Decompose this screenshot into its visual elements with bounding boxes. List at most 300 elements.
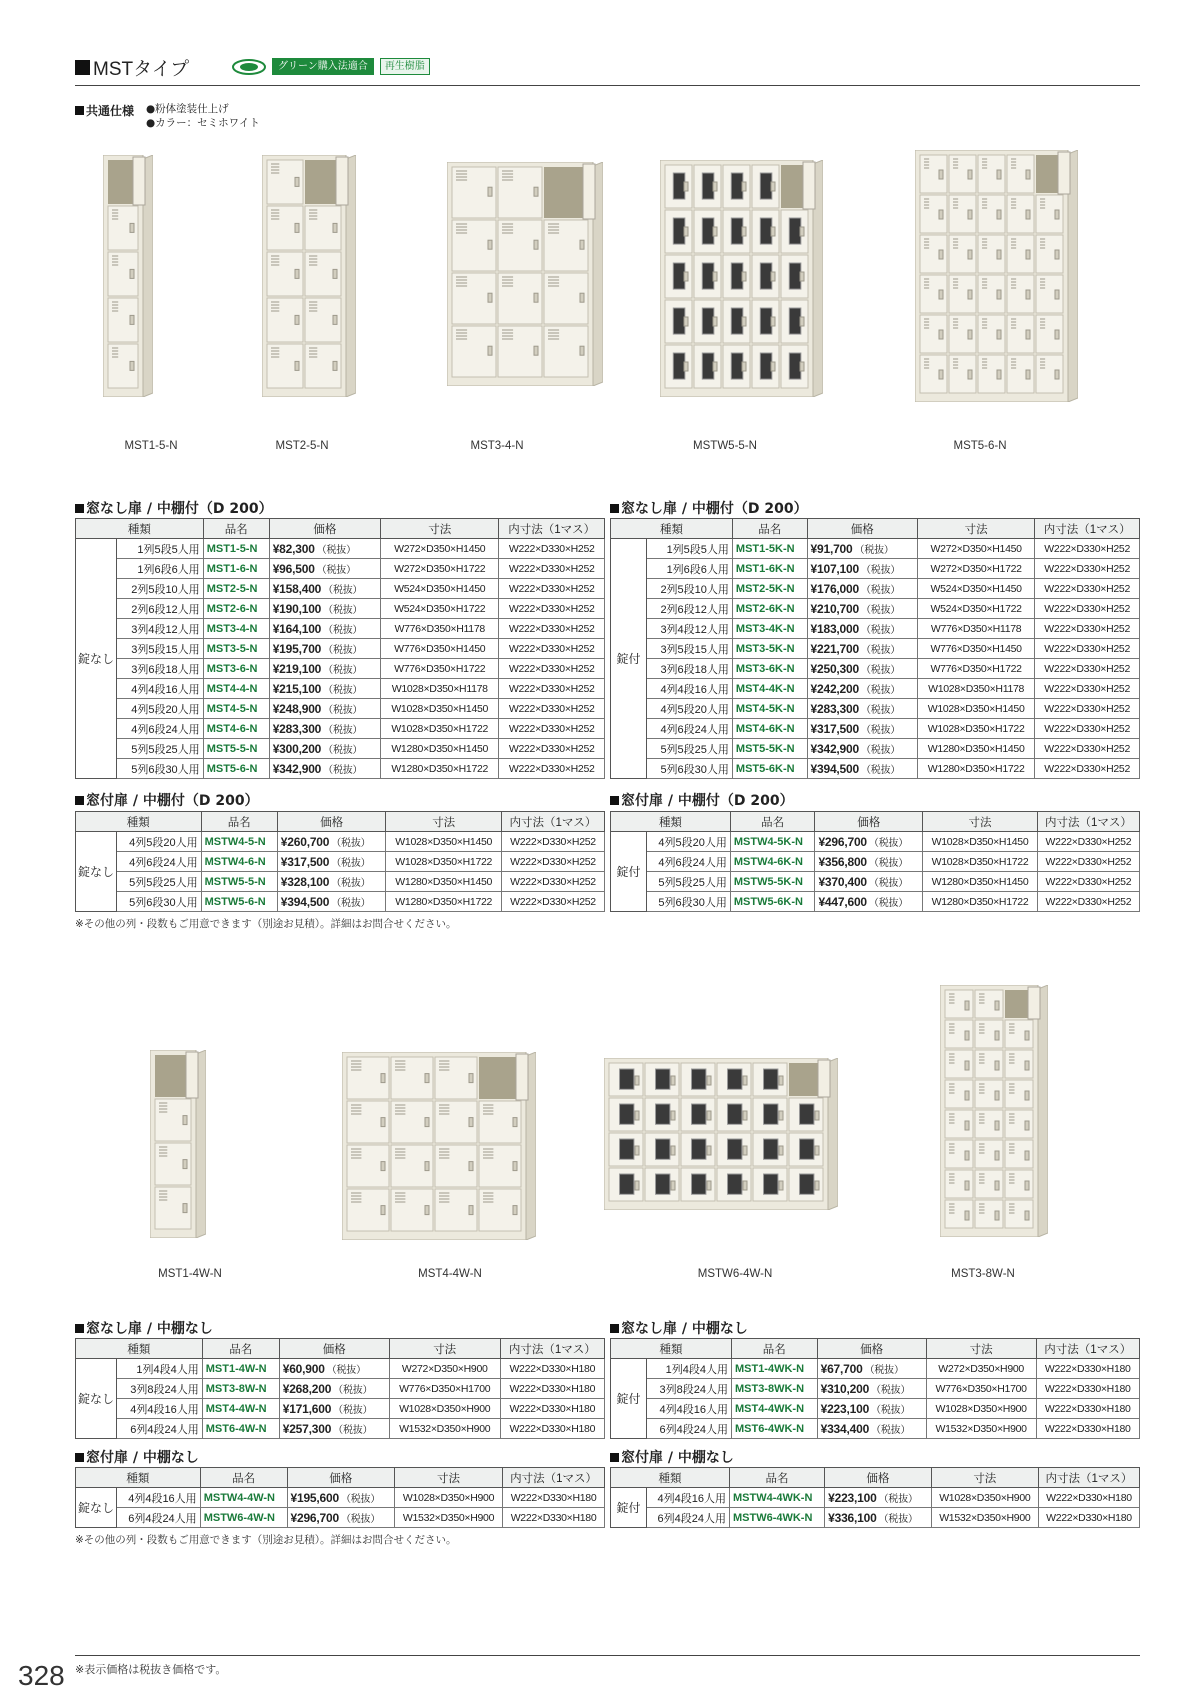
section-title <box>75 1318 213 1338</box>
green-purchase-badge: グリーン購入法適合 <box>272 58 374 75</box>
header-name: 品名 <box>201 812 277 832</box>
door-handle <box>1055 370 1059 379</box>
row-dim: W1280×D350×H1450 <box>386 872 502 892</box>
price-value: ¥215,100 <box>272 682 322 696</box>
footer-rule <box>75 1655 1140 1656</box>
open-compartment <box>544 167 588 218</box>
common-spec <box>75 102 260 130</box>
row-kind: 2列6段12人用 <box>647 599 733 619</box>
door-handle <box>684 272 688 281</box>
door-handle <box>1026 370 1030 379</box>
row-code: MST4-6-N <box>203 719 269 739</box>
price-value: ¥195,700 <box>272 642 322 656</box>
door-handle <box>130 315 134 324</box>
row-price <box>807 759 917 779</box>
door-handle <box>513 1118 517 1127</box>
price-value: ¥223,100 <box>828 1491 877 1505</box>
table-row <box>76 832 605 852</box>
door-handle <box>534 293 538 302</box>
tax-label: （税抜） <box>860 565 901 576</box>
door-handle <box>333 223 337 232</box>
door-handle <box>995 1061 999 1070</box>
row-price <box>807 639 917 659</box>
header-kind: 種類 <box>611 812 731 832</box>
row-dim: W776×D350×H1722 <box>917 659 1034 679</box>
header-rule <box>75 85 1140 86</box>
row-code: MST3-5K-N <box>732 639 807 659</box>
section-title-text: 窓付扉 / 中棚なし <box>621 1450 734 1466</box>
table-row <box>611 579 1140 599</box>
row-inner: W222×D330×H252 <box>501 872 604 892</box>
open-door <box>336 157 348 205</box>
row-code: MST4-5K-N <box>732 699 807 719</box>
page-title <box>75 54 189 81</box>
row-code: MST3-4K-N <box>732 619 807 639</box>
row-price <box>807 559 917 579</box>
row-price <box>269 659 380 679</box>
row-kind: 3列6段18人用 <box>647 659 733 679</box>
table-row <box>76 699 605 719</box>
section-title <box>75 790 259 810</box>
tax-label: （税抜） <box>323 585 363 596</box>
header-price: 価格 <box>807 519 917 539</box>
header-kind: 種類 <box>611 1339 732 1359</box>
door-window <box>764 1104 778 1124</box>
row-code: MSTW5-6-N <box>201 892 277 912</box>
row-dim: W776×D350×H1722 <box>381 659 499 679</box>
door-handle <box>742 317 746 326</box>
row-price <box>269 679 380 699</box>
row-code: MST5-5K-N <box>732 739 807 759</box>
header-name: 品名 <box>200 1468 287 1488</box>
row-inner: W222×D330×H252 <box>1035 599 1140 619</box>
price-value: ¥96,500 <box>272 562 315 576</box>
section-title-text: 窓付扉 / 中棚付（D 200） <box>86 793 259 809</box>
row-dim: W1532×D350×H900 <box>931 1508 1038 1528</box>
row-dim: W524×D350×H1722 <box>381 599 499 619</box>
door-handle <box>997 210 1001 219</box>
header-dim: 寸法 <box>926 1339 1036 1359</box>
note: ※その他の列・段数もご用意できます（別途お見積）。詳細はお問合せください。 <box>75 918 457 930</box>
door-window <box>764 1069 778 1089</box>
tax-label: （税抜） <box>868 898 909 909</box>
door-handle <box>684 182 688 191</box>
door-handle <box>1026 170 1030 179</box>
header-dim: 寸法 <box>394 1468 502 1488</box>
tax-label: （税抜） <box>860 625 901 636</box>
door-handle <box>381 1162 385 1171</box>
row-inner: W222×D330×H252 <box>499 699 605 719</box>
row-kind: 3列6段18人用 <box>117 659 204 679</box>
door-handle <box>469 1206 473 1215</box>
door-handle <box>469 1118 473 1127</box>
table-header-row <box>611 519 1140 539</box>
table-row <box>76 619 605 639</box>
header-dim: 寸法 <box>923 812 1038 832</box>
lock-type: 錠付 <box>611 1359 647 1439</box>
row-inner: W222×D330×H180 <box>503 1508 605 1528</box>
door-window <box>800 1104 814 1124</box>
row-dim: W272×D350×H1450 <box>917 539 1034 559</box>
door-window <box>702 218 714 244</box>
price-value: ¥447,600 <box>818 895 867 909</box>
door-handle <box>130 269 134 278</box>
table-row <box>611 872 1140 892</box>
door-handle <box>183 1204 187 1213</box>
door-window <box>800 1139 814 1159</box>
row-code: MST5-6K-N <box>732 759 807 779</box>
door-handle <box>742 227 746 236</box>
door-handle <box>743 1181 747 1190</box>
row-dim: W1532×D350×H900 <box>389 1419 500 1439</box>
door-handle <box>939 370 943 379</box>
common-spec-list <box>146 102 260 130</box>
row-code: MST4-4WK-N <box>731 1399 817 1419</box>
row-inner: W222×D330×H180 <box>500 1379 604 1399</box>
row-kind: 6列4段24人用 <box>647 1419 732 1439</box>
row-inner: W222×D330×H252 <box>499 739 605 759</box>
caption: MST2-5-N <box>275 440 329 452</box>
table-row <box>76 872 605 892</box>
row-price <box>269 739 380 759</box>
caption: MST4-4W-N <box>418 1268 482 1280</box>
price-value: ¥223,100 <box>820 1402 870 1416</box>
tax-label: （税抜） <box>323 605 363 616</box>
row-kind: 4列4段16人用 <box>647 1399 732 1419</box>
row-code: MST4-4K-N <box>732 679 807 699</box>
row-price <box>807 699 917 719</box>
locker-drawing <box>447 162 603 386</box>
door-handle <box>1055 210 1059 219</box>
section-title-text: 窓なし扉 / 中棚付（D 200） <box>86 501 273 517</box>
header-inner: 内寸法（1マス） <box>1038 1468 1139 1488</box>
row-price <box>269 579 380 599</box>
row-kind: 4列5段20人用 <box>117 832 202 852</box>
door-window <box>731 173 743 199</box>
door-handle <box>995 1181 999 1190</box>
door-window <box>656 1174 670 1194</box>
row-dim: W1028×D350×H900 <box>389 1399 500 1419</box>
row-dim: W272×D350×H900 <box>926 1359 1036 1379</box>
spec-item: ●粉体塗装仕上げ <box>146 103 229 115</box>
row-inner: W222×D330×H180 <box>1038 1488 1139 1508</box>
door-window <box>692 1139 706 1159</box>
tax-label: （税抜） <box>860 585 901 596</box>
row-inner: W222×D330×H252 <box>499 639 605 659</box>
row-price <box>279 1379 389 1399</box>
tax-label: （税抜） <box>854 545 894 556</box>
open-door <box>818 1060 830 1097</box>
row-code: MST1-6-N <box>203 559 269 579</box>
tax-label: （税抜） <box>323 625 363 636</box>
door-handle <box>1026 210 1030 219</box>
row-price <box>807 539 917 559</box>
row-code: MST2-5-N <box>203 579 269 599</box>
door-window <box>656 1139 670 1159</box>
footer-note: ※表示価格は税抜き価格です。 <box>75 1663 227 1676</box>
row-dim: W272×D350×H1722 <box>917 559 1034 579</box>
door-handle <box>534 240 538 249</box>
door-handle <box>968 330 972 339</box>
door-window <box>789 353 801 379</box>
door-handle <box>779 1181 783 1190</box>
row-inner: W222×D330×H180 <box>1038 1508 1139 1528</box>
door-handle <box>1055 330 1059 339</box>
row-kind: 5列5段25人用 <box>117 739 204 759</box>
door-handle <box>965 1091 969 1100</box>
row-price <box>269 619 380 639</box>
header-kind: 種類 <box>76 812 202 832</box>
row-dim: W776×D350×H1700 <box>389 1379 500 1399</box>
header-price: 価格 <box>817 1339 926 1359</box>
door-handle <box>965 1001 969 1010</box>
tax-label: （税抜） <box>326 1365 366 1376</box>
row-kind: 5列5段25人用 <box>647 739 733 759</box>
price-value: ¥283,300 <box>272 722 322 736</box>
tax-label: （税抜） <box>333 1385 373 1396</box>
locker-drawing <box>915 150 1078 402</box>
row-inner: W222×D330×H252 <box>1035 759 1140 779</box>
price-value: ¥107,100 <box>810 562 859 576</box>
row-price <box>269 539 380 559</box>
tax-label: （税抜） <box>860 645 901 656</box>
tax-label: （税抜） <box>323 765 363 776</box>
door-handle <box>713 362 717 371</box>
table-row <box>76 759 605 779</box>
row-dim: W1028×D350×H1178 <box>381 679 499 699</box>
row-price <box>815 852 923 872</box>
row-code: MST3-4-N <box>203 619 269 639</box>
door-handle <box>742 272 746 281</box>
door-handle <box>534 187 538 196</box>
door-handle <box>965 1061 969 1070</box>
door-window <box>620 1139 634 1159</box>
row-price <box>825 1508 932 1528</box>
header-price: 価格 <box>277 812 386 832</box>
lock-type: 錠なし <box>76 539 117 779</box>
row-code: MSTW6-4WK-N <box>729 1508 824 1528</box>
door-handle <box>1055 250 1059 259</box>
door-handle <box>635 1076 639 1085</box>
row-kind: 4列4段16人用 <box>647 679 733 699</box>
header-inner: 内寸法（1マス） <box>501 812 604 832</box>
door-handle <box>771 227 775 236</box>
door-window <box>731 308 743 334</box>
price-value: ¥310,200 <box>820 1382 870 1396</box>
door-handle <box>968 250 972 259</box>
row-kind: 3列8段24人用 <box>647 1379 732 1399</box>
door-handle <box>333 269 337 278</box>
locker-drawing <box>262 155 356 397</box>
section-title <box>610 1318 748 1338</box>
section-title <box>75 498 273 518</box>
table-row <box>611 1379 1140 1399</box>
row-kind: 5列6段30人用 <box>647 759 733 779</box>
tax-label: （税抜） <box>340 1494 381 1505</box>
door-window <box>673 173 685 199</box>
section-title-text: 窓なし扉 / 中棚なし <box>621 1321 748 1337</box>
row-price <box>269 719 380 739</box>
door-handle <box>635 1111 639 1120</box>
row-inner: W222×D330×H252 <box>1035 679 1140 699</box>
door-window <box>789 263 801 289</box>
row-dim: W1028×D350×H1450 <box>923 832 1038 852</box>
table-row <box>611 719 1140 739</box>
section-title <box>75 1447 199 1467</box>
row-code: MSTW5-5-N <box>201 872 277 892</box>
row-inner: W222×D330×H252 <box>501 892 604 912</box>
row-kind: 4列4段16人用 <box>647 1488 730 1508</box>
caption: MST3-8W-N <box>951 1268 1015 1280</box>
row-code: MST3-8WK-N <box>731 1379 817 1399</box>
row-price <box>815 832 923 852</box>
caption: MST5-6-N <box>953 440 1007 452</box>
row-kind: 6列4段24人用 <box>117 1419 203 1439</box>
page-number: 328 <box>18 1660 65 1691</box>
row-dim: W1028×D350×H1722 <box>923 852 1038 872</box>
door-handle <box>469 1162 473 1171</box>
table-row <box>611 852 1140 872</box>
price-value: ¥60,900 <box>282 1362 325 1376</box>
door-window <box>728 1174 742 1194</box>
door-handle <box>997 290 1001 299</box>
table-row <box>611 832 1140 852</box>
tax-label: （税抜） <box>323 705 363 716</box>
section-title <box>610 1447 734 1467</box>
tax-label: （税抜） <box>316 565 356 576</box>
table-row <box>76 739 605 759</box>
row-dim: W1280×D350×H1450 <box>381 739 499 759</box>
door-handle <box>1026 250 1030 259</box>
door-window <box>764 1174 778 1194</box>
door-handle <box>997 370 1001 379</box>
row-price <box>815 892 923 912</box>
row-inner: W222×D330×H252 <box>1035 659 1140 679</box>
header-name: 品名 <box>202 1339 279 1359</box>
row-code: MST3-8W-N <box>202 1379 279 1399</box>
table-row <box>76 599 605 619</box>
tax-label: （税抜） <box>323 665 363 676</box>
table-row <box>611 539 1140 559</box>
tax-label: （税抜） <box>868 858 909 869</box>
door-handle <box>800 272 804 281</box>
table-row <box>611 892 1140 912</box>
door-handle <box>130 223 134 232</box>
table-header-row <box>76 1339 605 1359</box>
row-code: MSTW4-6K-N <box>730 852 815 872</box>
note: ※その他の列・段数もご用意できます（別途お見積）。詳細はお問合せください。 <box>75 1534 457 1546</box>
door-window <box>692 1104 706 1124</box>
table-row <box>76 852 605 872</box>
door-handle <box>707 1076 711 1085</box>
row-kind: 1列6段6人用 <box>117 559 204 579</box>
header-inner: 内寸法（1マス） <box>1036 1339 1140 1359</box>
table-header-row <box>76 519 605 539</box>
door-handle <box>995 1151 999 1160</box>
section-title <box>610 498 808 518</box>
row-price <box>817 1379 926 1399</box>
eco-badges <box>232 58 430 75</box>
table-row <box>76 539 605 559</box>
table-row <box>611 1508 1140 1528</box>
row-code: MSTW5-5K-N <box>730 872 815 892</box>
caption: MSTW5-5-N <box>693 440 757 452</box>
row-kind: 4列5段20人用 <box>647 699 733 719</box>
row-price <box>269 699 380 719</box>
door-handle <box>513 1206 517 1215</box>
row-kind: 3列4段12人用 <box>117 619 204 639</box>
price-value: ¥296,700 <box>290 1511 339 1525</box>
open-door <box>186 1052 198 1098</box>
row-dim: W1532×D350×H900 <box>394 1508 502 1528</box>
door-handle <box>965 1121 969 1130</box>
row-inner: W222×D330×H252 <box>501 832 604 852</box>
header-dim: 寸法 <box>386 812 502 832</box>
row-dim: W1028×D350×H900 <box>931 1488 1038 1508</box>
tax-label: （税抜） <box>316 545 356 556</box>
row-kind: 6列4段24人用 <box>117 1508 201 1528</box>
table-row <box>76 1399 605 1419</box>
caption: MST1-5-N <box>124 440 178 452</box>
price-value: ¥317,500 <box>810 722 859 736</box>
row-dim: W1028×D350×H1178 <box>917 679 1034 699</box>
locker-image-mstw6-4w <box>604 1058 838 1210</box>
row-price <box>279 1359 389 1379</box>
row-price <box>817 1399 926 1419</box>
door-window <box>673 308 685 334</box>
tax-label: （税抜） <box>860 745 901 756</box>
row-dim: W1280×D350×H1722 <box>381 759 499 779</box>
row-kind: 5列6段30人用 <box>117 759 204 779</box>
price-value: ¥219,100 <box>272 662 322 676</box>
table-row <box>611 679 1140 699</box>
row-dim: W1280×D350×H1450 <box>917 739 1034 759</box>
row-price <box>807 619 917 639</box>
common-spec-label-text: 共通仕様 <box>86 104 135 118</box>
tax-label: （税抜） <box>331 898 371 909</box>
door-handle <box>771 272 775 281</box>
row-dim: W272×D350×H1722 <box>381 559 499 579</box>
row-kind: 4列4段16人用 <box>117 679 204 699</box>
tax-label: （税抜） <box>323 725 363 736</box>
door-handle <box>742 182 746 191</box>
table-row <box>611 1488 1140 1508</box>
door-handle <box>713 182 717 191</box>
row-code: MSTW4-4WK-N <box>729 1488 824 1508</box>
row-dim: W776×D350×H1450 <box>917 639 1034 659</box>
door-window <box>692 1174 706 1194</box>
row-code: MSTW6-4W-N <box>200 1508 287 1528</box>
table-header-row <box>76 1468 605 1488</box>
row-dim: W272×D350×H1450 <box>381 539 499 559</box>
price-value: ¥82,300 <box>272 542 315 556</box>
tax-label: （税抜） <box>860 665 901 676</box>
header-dim: 寸法 <box>381 519 499 539</box>
header-inner: 内寸法（1マス） <box>1035 519 1140 539</box>
row-code: MST6-4WK-N <box>731 1419 817 1439</box>
door-handle <box>995 1211 999 1220</box>
row-kind: 3列5段15人用 <box>647 639 733 659</box>
locker-image-mst3-4 <box>447 162 603 386</box>
door-window <box>731 353 743 379</box>
row-inner: W222×D330×H252 <box>1035 619 1140 639</box>
door-window <box>702 353 714 379</box>
header-price: 価格 <box>269 519 380 539</box>
header-name: 品名 <box>203 519 269 539</box>
locker-image-mst4-4w <box>342 1052 536 1240</box>
row-kind: 6列4段24人用 <box>647 1508 730 1528</box>
row-dim: W524×D350×H1450 <box>381 579 499 599</box>
